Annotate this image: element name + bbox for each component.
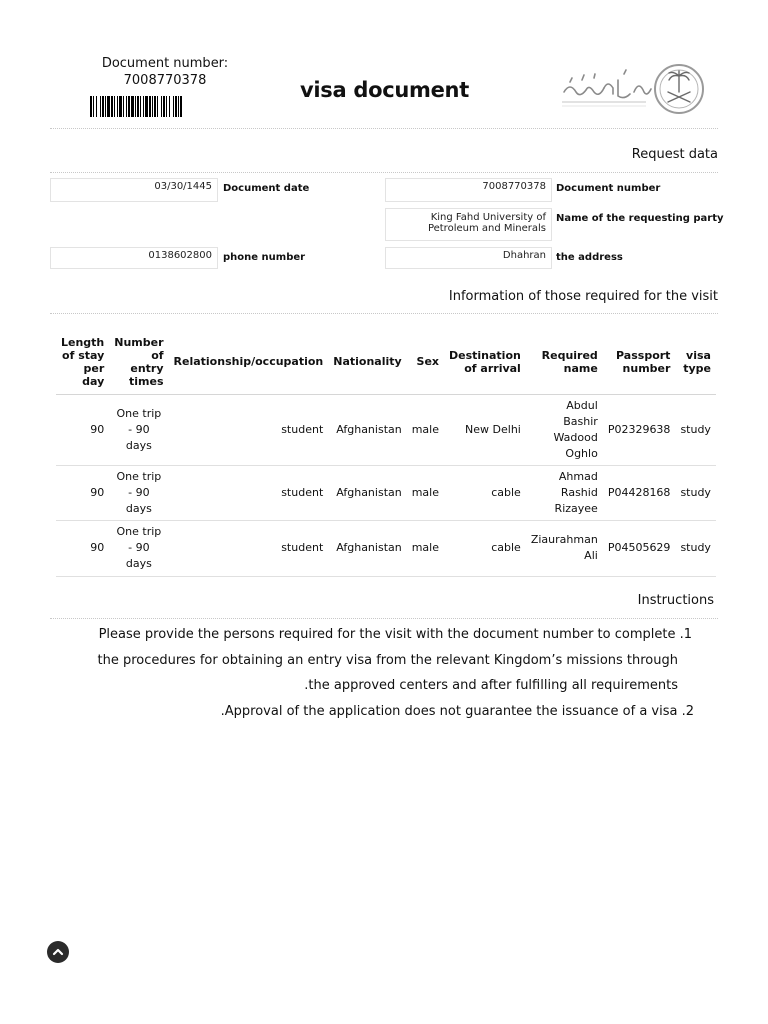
cell-sex: male xyxy=(407,520,444,576)
cell-visa-type: study xyxy=(675,520,716,576)
requesting-party-label: Name of the requesting party xyxy=(556,213,724,224)
requesting-party-value-line2: Petroleum and Minerals xyxy=(427,223,546,234)
ministry-emblem-icon xyxy=(560,62,706,116)
address-value: Dhahran xyxy=(385,247,552,269)
document-date-label: Document date xyxy=(223,183,310,194)
table-row xyxy=(56,394,716,465)
document-header xyxy=(0,0,768,130)
cell-sex: male xyxy=(407,465,444,520)
cell-length-of-stay: 90 xyxy=(56,394,109,465)
header-nationality: Nationality xyxy=(328,330,406,394)
cell-passport-number: P04428168 xyxy=(603,465,676,520)
cell-entry-times: One trip - 90 days xyxy=(109,465,168,520)
instruction-line-2: the procedures for obtaining an entry visa from the relevant Kingdom’s missions through xyxy=(97,652,678,668)
request-data-divider xyxy=(50,172,718,173)
cell-visa-type: study xyxy=(675,394,716,465)
document-number-field-label: Document number xyxy=(556,183,661,194)
header-length-of-stay: Length of stay per day xyxy=(56,330,109,394)
table-row xyxy=(56,465,716,520)
cell-relationship: student xyxy=(169,465,329,520)
cell-required-name: Ziaurahman Ali xyxy=(526,520,603,576)
cell-visa-type: study xyxy=(675,465,716,520)
scroll-to-top-button[interactable] xyxy=(47,941,69,963)
cell-sex: male xyxy=(407,394,444,465)
request-data-title: Request data xyxy=(631,147,718,162)
cell-entry-times: One trip - 90 days xyxy=(109,520,168,576)
table-row xyxy=(56,520,716,576)
instructions-divider xyxy=(50,618,718,619)
cell-required-name: Ahmad Rashid Rizayee xyxy=(526,465,603,520)
header-passport-number: Passport number xyxy=(603,330,676,394)
barcode xyxy=(90,96,234,117)
visit-info-title: Information of those required for the visit xyxy=(448,289,718,304)
address-label: the address xyxy=(556,252,623,263)
header-destination: Destination of arrival xyxy=(444,330,526,394)
header-divider xyxy=(50,128,718,129)
instructions-text xyxy=(56,622,694,724)
visit-info-divider xyxy=(50,313,718,314)
cell-nationality: Afghanistan xyxy=(328,465,406,520)
document-date-value: 03/30/1445 xyxy=(50,178,218,202)
cell-destination: New Delhi xyxy=(444,394,526,465)
header-sex: Sex xyxy=(407,330,444,394)
chevron-up-icon xyxy=(52,946,64,958)
cell-relationship: student xyxy=(169,394,329,465)
visitors-table xyxy=(56,330,716,577)
phone-number-value: 0138602800 xyxy=(50,247,218,269)
cell-passport-number: P04505629 xyxy=(603,520,676,576)
cell-nationality: Afghanistan xyxy=(328,520,406,576)
header-entry-times: Number of entry times xyxy=(109,330,168,394)
document-number-field-value: 7008770378 xyxy=(385,178,552,202)
document-number-label: Document number: xyxy=(101,56,229,71)
cell-destination: cable xyxy=(444,465,526,520)
instruction-line-3: .the approved centers and after fulfilling all requirements xyxy=(304,678,678,693)
barcode-bar xyxy=(182,96,184,117)
phone-number-label: phone number xyxy=(223,252,306,263)
page-title: visa document xyxy=(300,78,469,102)
cell-destination: cable xyxy=(444,520,526,576)
cell-passport-number: P02329638 xyxy=(603,394,676,465)
header-visa-type: visa type xyxy=(675,330,716,394)
header-required-name: Required name xyxy=(526,330,603,394)
instruction-line-1: Please provide the persons required for the visit with the document number to complete .1 xyxy=(98,627,692,642)
cell-relationship: student xyxy=(169,520,329,576)
visitors-table-header xyxy=(56,330,716,394)
cell-length-of-stay: 90 xyxy=(56,465,109,520)
cell-nationality: Afghanistan xyxy=(328,394,406,465)
requesting-party-value-line1: King Fahd University of xyxy=(430,212,546,223)
cell-entry-times: One trip - 90 days xyxy=(109,394,168,465)
requesting-party-value xyxy=(385,208,552,241)
cell-required-name: Abdul Bashir Wadood Oghlo xyxy=(526,394,603,465)
document-number-value: 7008770378 xyxy=(123,73,207,88)
instructions-title: Instructions xyxy=(637,593,714,608)
header-relationship: Relationship/occupation xyxy=(169,330,329,394)
instruction-line-4: .Approval of the application does not guarantee the issuance of a visa .2 xyxy=(220,703,694,719)
cell-length-of-stay: 90 xyxy=(56,520,109,576)
